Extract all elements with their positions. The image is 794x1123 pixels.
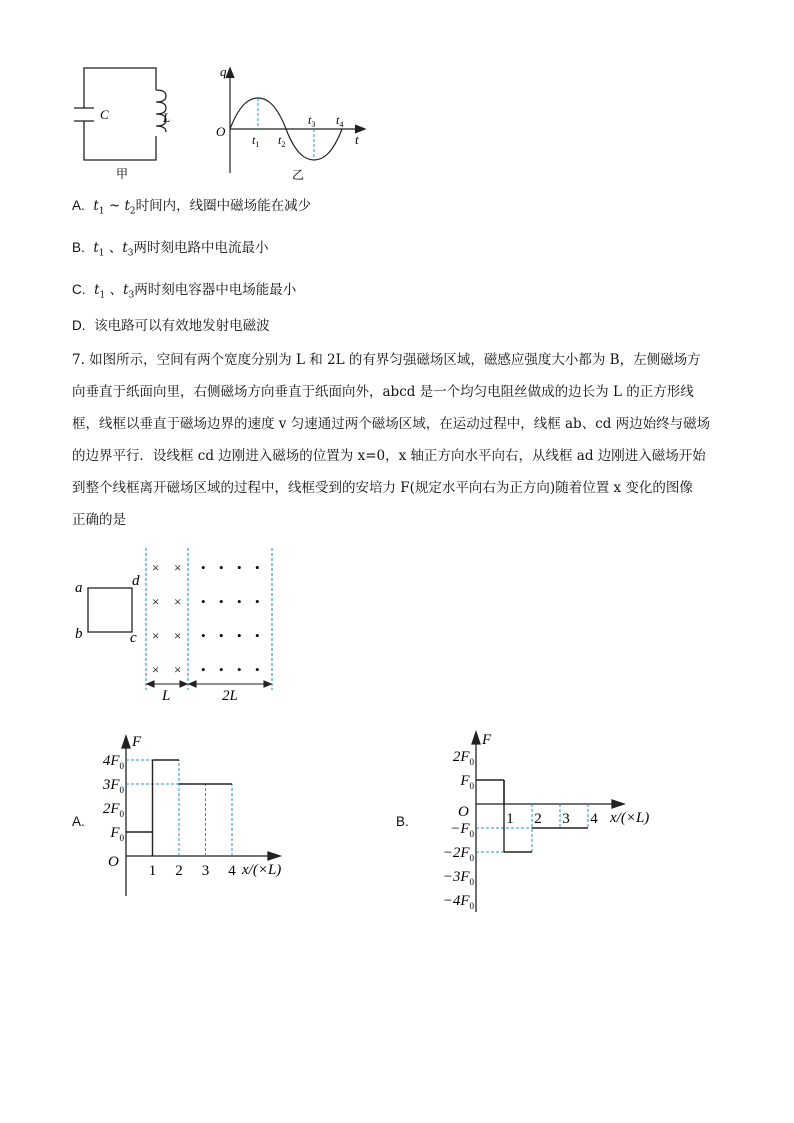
cross-symbol: × (152, 560, 160, 575)
cross-symbol: × (174, 628, 182, 643)
x-tick-label: 3 (201, 863, 210, 879)
graph-axis-t: t (355, 132, 359, 147)
q7-option-a-label[interactable]: A. (72, 814, 85, 829)
dot-symbol: • (255, 594, 260, 609)
lc-circuit-figure (70, 58, 180, 183)
y-tick-label: $-F_0$ (450, 821, 474, 839)
x-tick-label: 2 (175, 863, 183, 879)
cross-symbol: × (174, 662, 182, 677)
q-t-graph (210, 58, 370, 183)
cross-symbol: × (152, 662, 160, 677)
dot-symbol: • (201, 628, 206, 643)
y-tick-label: $3F_0$ (102, 777, 124, 795)
graph-origin: O (216, 124, 226, 139)
cross-symbol: × (174, 594, 182, 609)
y-tick-label: $F_0$ (110, 825, 124, 843)
y-tick-label: $-3F_0$ (442, 869, 474, 887)
y-tick-label: $-2F_0$ (442, 845, 474, 863)
dot-symbol: • (201, 560, 206, 575)
option-b-axis-f: F (482, 732, 492, 748)
option-a-axis-x: x/(×L) (242, 862, 282, 878)
frame-label-a: a (75, 580, 83, 596)
frame-label-d: d (132, 573, 140, 589)
dot-symbol: • (255, 662, 260, 677)
q7-line-4: 的边界平行．设线框 cd 边刚进入磁场的位置为 x=0，x 轴正方向水平向右，从线框 ad 边刚进入磁场开始 (72, 448, 706, 464)
y-tick-label: $2F_0$ (102, 801, 124, 819)
option-a-axis-f: F (132, 734, 142, 750)
frame-label-c: c (130, 630, 137, 646)
q6-option-c[interactable]: C. $t_1$ 、$t_3$两时刻电容器中电场能最小 (72, 282, 297, 301)
field-out-of-page (201, 560, 260, 677)
q7-line-2: 向垂直于纸面向里，右侧磁场方向垂直于纸面向外，abcd 是一个均匀电阻丝做成的边长为 L 的正方形线 (72, 384, 694, 400)
q7-option-a-graph[interactable] (96, 728, 306, 898)
q7-line-5: 到整个线框离开磁场区域的过程中，线框受到的安培力 F(规定水平向右为正方向)随着位置 x 变化的图像 (72, 480, 693, 496)
cross-symbol: × (174, 560, 182, 575)
cross-symbol: × (152, 628, 160, 643)
x-tick-label: 1 (506, 811, 514, 827)
graph-tick-t3: $t_3$ (308, 113, 316, 129)
dot-symbol: • (219, 628, 224, 643)
circuit-label-c: C (100, 107, 109, 122)
y-tick-label: $F_0$ (460, 773, 474, 791)
dot-symbol: • (255, 628, 260, 643)
option-b-origin: O (458, 804, 469, 820)
x-tick-label: 3 (562, 811, 570, 827)
dot-symbol: • (237, 594, 242, 609)
x-tick-label: 2 (534, 811, 542, 827)
dot-symbol: • (255, 560, 260, 575)
q6-option-b[interactable]: B. $t_1$ 、$t_3$两时刻电路中电流最小 (72, 240, 269, 259)
width-label-2l: 2L (222, 688, 238, 704)
graph-caption: 乙 (292, 168, 305, 182)
y-tick-label: $2F_0$ (452, 749, 474, 767)
option-a-origin: O (108, 854, 119, 870)
q7-line-3: 框，线框以垂直于磁场边界的速度 v 匀速通过两个磁场区域，在运动过程中，线框 ab、cd 两边始终与磁场 (72, 416, 711, 432)
q7-option-b-label[interactable]: B. (396, 814, 409, 829)
circuit-label-l: L (163, 110, 171, 125)
wire-frame (88, 588, 132, 632)
graph-axis-q: q (220, 64, 227, 79)
dot-symbol: • (219, 662, 224, 677)
q6-option-d[interactable]: D. 该电路可以有效地发射电磁波 (72, 318, 270, 334)
frame-label-b: b (75, 626, 83, 642)
q7-option-b-graph[interactable] (420, 726, 670, 916)
dot-symbol: • (237, 560, 242, 575)
graph-tick-t1: $t_1$ (252, 133, 260, 149)
graph-tick-t2: $t_2$ (278, 133, 286, 149)
dot-symbol: • (219, 594, 224, 609)
dot-symbol: • (201, 662, 206, 677)
width-label-l: L (162, 688, 171, 704)
cross-symbol: × (152, 594, 160, 609)
q6-option-a[interactable]: A. $t_1$ ~ $t_2$时间内，线圈中磁场能在减少 (72, 198, 312, 217)
option-b-axis-x: x/(×L) (610, 810, 650, 826)
dot-symbol: • (201, 594, 206, 609)
dot-symbol: • (237, 628, 242, 643)
graph-tick-t4: $t_4$ (336, 113, 344, 129)
y-tick-label: $4F_0$ (102, 753, 124, 771)
y-tick-label: $-4F_0$ (442, 893, 474, 911)
circuit-caption: 甲 (116, 167, 129, 181)
q7-line-6: 正确的是 (72, 512, 126, 528)
x-tick-label: 4 (228, 863, 236, 879)
dot-symbol: • (237, 662, 242, 677)
x-tick-label: 4 (590, 811, 598, 827)
field-into-page (152, 560, 181, 677)
magnetic-field-figure (70, 540, 285, 705)
dot-symbol: • (219, 560, 224, 575)
x-tick-label: 1 (148, 863, 157, 879)
q7-line-1: 7. 如图所示，空间有两个宽度分别为 L 和 2L 的有界匀强磁场区域，磁感应强度大小都为 B，左侧磁场方 (72, 352, 701, 368)
